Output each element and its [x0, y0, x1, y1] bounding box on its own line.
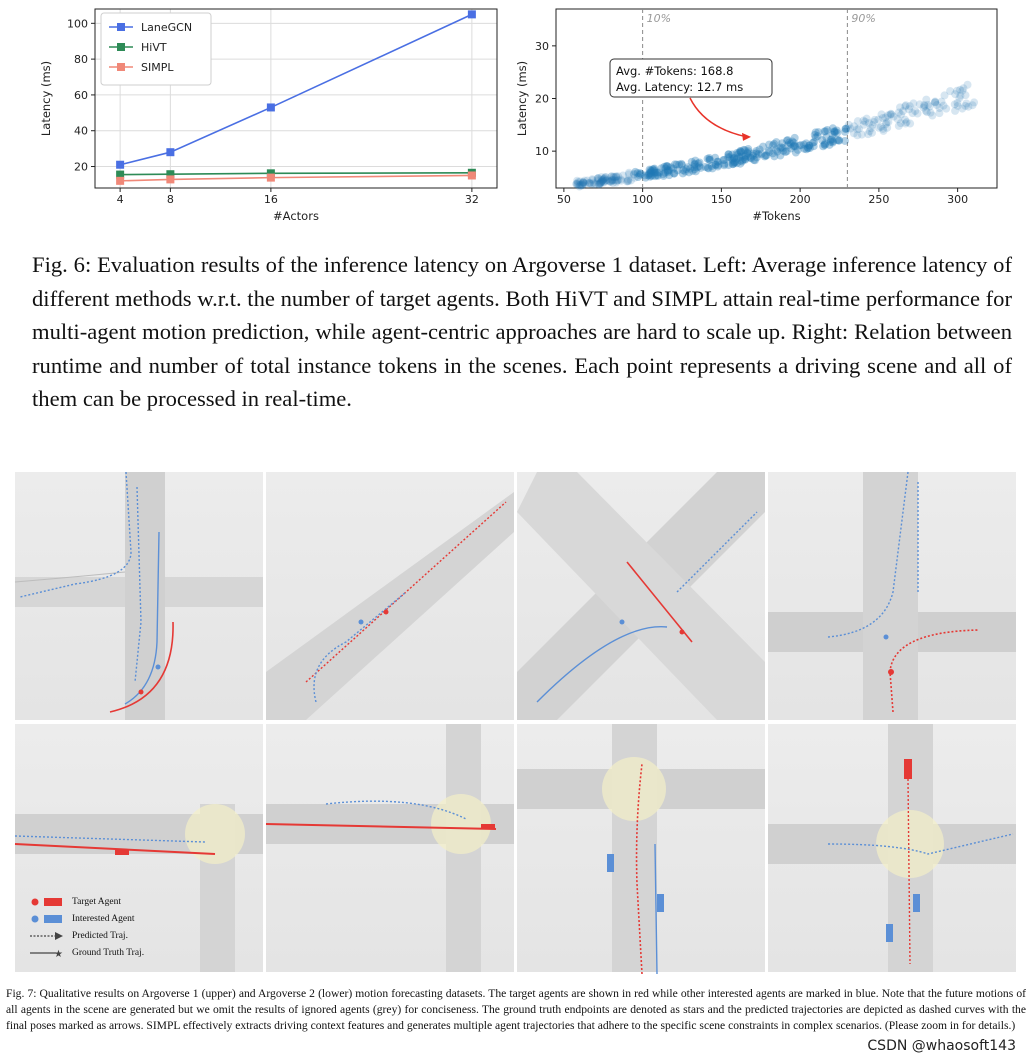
- percentile-label: 90%: [851, 12, 876, 25]
- y-tick-label: 40: [74, 124, 88, 138]
- chart-legend: [101, 13, 211, 85]
- scatter-point: [895, 122, 903, 130]
- scatter-point: [953, 87, 961, 95]
- scatter-point: [692, 167, 700, 175]
- scatter-point: [844, 125, 852, 133]
- scatter-point: [784, 136, 792, 144]
- scatter-point: [969, 101, 977, 109]
- scatter-point: [870, 118, 878, 126]
- legend-label: LaneGCN: [141, 21, 193, 34]
- av2-scene-3-map: [517, 724, 765, 972]
- x-tick-label: 16: [263, 193, 278, 206]
- latency-vs-tokens-chart: [515, 0, 1033, 235]
- x-axis-label: #Actors: [273, 209, 319, 223]
- x-tick-label: 300: [947, 193, 969, 206]
- legend-interested-agent: [30, 912, 135, 926]
- figure-6-caption: Fig. 6: Evaluation results of the inference latency on Argoverse 1 dataset. Left: Average inference latency of different methods w.r.t. the number of target agents. Both HiVT and SIMPL attain real-time performance for multi-agent motion prediction, while agent-centric approaches are hard to scale up. Right: Relation between runtime and number of total instance tokens in the scenes. Each point represents a driving scene and all of them can be processed in real-time.: [32, 252, 1012, 411]
- av2-scene-2: [266, 724, 514, 972]
- scatter-point: [804, 144, 812, 152]
- av2-scene-3: [517, 724, 765, 972]
- percentile-label: 10%: [646, 12, 672, 25]
- scatter-point: [882, 119, 890, 127]
- legend-marker: [117, 63, 125, 71]
- legend-label: HiVT: [141, 41, 167, 54]
- av1-scene-3: [517, 472, 765, 720]
- legend-ground-truth-traj: [30, 946, 144, 960]
- y-axis-label: Latency (ms): [515, 60, 529, 137]
- data-point-lanegcn: [116, 161, 124, 169]
- scatter-point: [588, 175, 596, 183]
- scatter-point: [654, 172, 662, 180]
- data-point-simpl: [116, 177, 124, 185]
- scatter-point: [624, 176, 632, 184]
- csdn-watermark: CSDN @whaosoft143: [864, 1037, 1019, 1055]
- scatter-point: [665, 171, 673, 179]
- av1-scene-1-map: [15, 472, 263, 720]
- scatter-point: [830, 127, 838, 135]
- latency-vs-actors-chart: [0, 0, 520, 235]
- scatter-point: [657, 164, 665, 172]
- x-tick-label: 32: [464, 193, 479, 206]
- scatter-point: [573, 179, 581, 187]
- y-tick-label: 30: [535, 39, 549, 53]
- scatter-point: [631, 168, 639, 176]
- data-point-lanegcn: [468, 10, 476, 18]
- legend-label: SIMPL: [141, 61, 174, 74]
- legend-predicted-traj: [30, 929, 128, 943]
- scatter-point: [649, 165, 657, 173]
- legend-target-label: Target Agent: [72, 897, 122, 907]
- data-point-simpl: [468, 171, 476, 179]
- x-tick-label: 4: [116, 193, 124, 206]
- plot-frame: [556, 9, 997, 188]
- scatter-point: [602, 173, 610, 181]
- dashed-arrow-icon: [30, 930, 64, 942]
- x-tick-label: 250: [868, 193, 890, 206]
- scatter-point: [614, 172, 622, 180]
- scatter-point: [725, 161, 733, 169]
- scatter-point: [737, 147, 745, 155]
- target-agent-marker-icon: [30, 896, 64, 908]
- scatter-point: [821, 141, 829, 149]
- y-axis-label: Latency (ms): [39, 60, 53, 137]
- y-tick-label: 20: [74, 160, 88, 174]
- av1-scene-2: [266, 472, 514, 720]
- interested-agent-marker-icon: [30, 913, 64, 925]
- legend-predicted-label: Predicted Traj.: [72, 931, 128, 941]
- scatter-point: [931, 98, 939, 106]
- av2-scene-4: [768, 724, 1016, 972]
- av1-scene-4: [768, 472, 1016, 720]
- y-tick-label: 10: [535, 145, 549, 159]
- scatter-point: [759, 143, 767, 151]
- scatter-point: [854, 117, 862, 125]
- annotation-text: Avg. Latency: 12.7 ms: [616, 80, 744, 94]
- legend-marker: [117, 23, 125, 31]
- scatter-point: [835, 137, 843, 145]
- annotation-text: Avg. #Tokens: 168.8: [616, 64, 734, 78]
- solid-star-line-icon: [30, 947, 64, 959]
- scatter-point: [761, 152, 769, 160]
- scatter-point: [701, 163, 709, 171]
- scatter-point: [705, 156, 713, 164]
- scatter-point: [770, 152, 778, 160]
- x-tick-label: 150: [710, 193, 732, 206]
- x-tick-label: 50: [556, 193, 571, 206]
- av2-scene-2-map: [266, 724, 514, 972]
- y-tick-label: 60: [74, 88, 88, 102]
- scatter-point: [879, 127, 887, 135]
- scatter-point: [855, 125, 863, 133]
- av1-scene-3-map: [517, 472, 765, 720]
- scatter-point: [772, 146, 780, 154]
- svg-text:★: ★: [54, 949, 63, 960]
- scatter-point: [684, 163, 692, 171]
- av1-scene-2-map: [266, 472, 514, 720]
- scatter-point: [886, 111, 894, 119]
- scatter-point: [781, 148, 789, 156]
- av1-scene-4-map: [768, 472, 1016, 720]
- x-tick-label: 200: [789, 193, 811, 206]
- scatter-point: [814, 128, 822, 136]
- x-tick-label: 8: [166, 193, 174, 206]
- scatter-point: [951, 107, 959, 115]
- legend-marker: [117, 43, 125, 51]
- legend-interested-label: Interested Agent: [72, 914, 135, 924]
- figure-7-caption: Fig. 7: Qualitative results on Argoverse 1 (upper) and Argoverse 2 (lower) motion forecasting datasets. The target agents are shown in red while other interested agents are marked in blue. Note that the future motions of all agents in the scene are generated but we omit the results of ignored agents (grey) for conciseness. The ground truth endpoints are denoted as stars and the predicted trajectories are depicted as dashed curves with the final poses marked as arrows. SIMPL effectively extracts driving context features and generates multiple agent trajectories that adhere to the specific scene constraints in complex scenarios. (Please zoom in for details.): [6, 987, 1026, 1033]
- y-tick-label: 20: [535, 92, 549, 106]
- y-tick-label: 80: [74, 53, 88, 67]
- legend-ground-truth-label: Ground Truth Traj.: [72, 948, 145, 958]
- data-point-simpl: [267, 174, 275, 182]
- x-tick-label: 100: [632, 193, 654, 206]
- figure-7-legend: [30, 895, 220, 965]
- legend-target-agent: [30, 895, 121, 909]
- scatter-point: [897, 111, 905, 119]
- scatter-point: [920, 104, 928, 112]
- data-point-simpl: [166, 175, 174, 183]
- scatter-point: [958, 105, 966, 113]
- scatter-point: [736, 157, 744, 165]
- scatter-point: [964, 81, 972, 89]
- data-point-lanegcn: [166, 148, 174, 156]
- av1-scene-1: [15, 472, 263, 720]
- x-axis-label: #Tokens: [752, 209, 801, 223]
- scatter-point: [712, 161, 720, 169]
- data-point-lanegcn: [267, 103, 275, 111]
- av2-scene-4-map: [768, 724, 1016, 972]
- y-tick-label: 100: [67, 17, 88, 31]
- scatter-point: [906, 102, 914, 110]
- scatter-point: [909, 109, 917, 117]
- scatter-point: [936, 104, 944, 112]
- scatter-point: [744, 147, 752, 155]
